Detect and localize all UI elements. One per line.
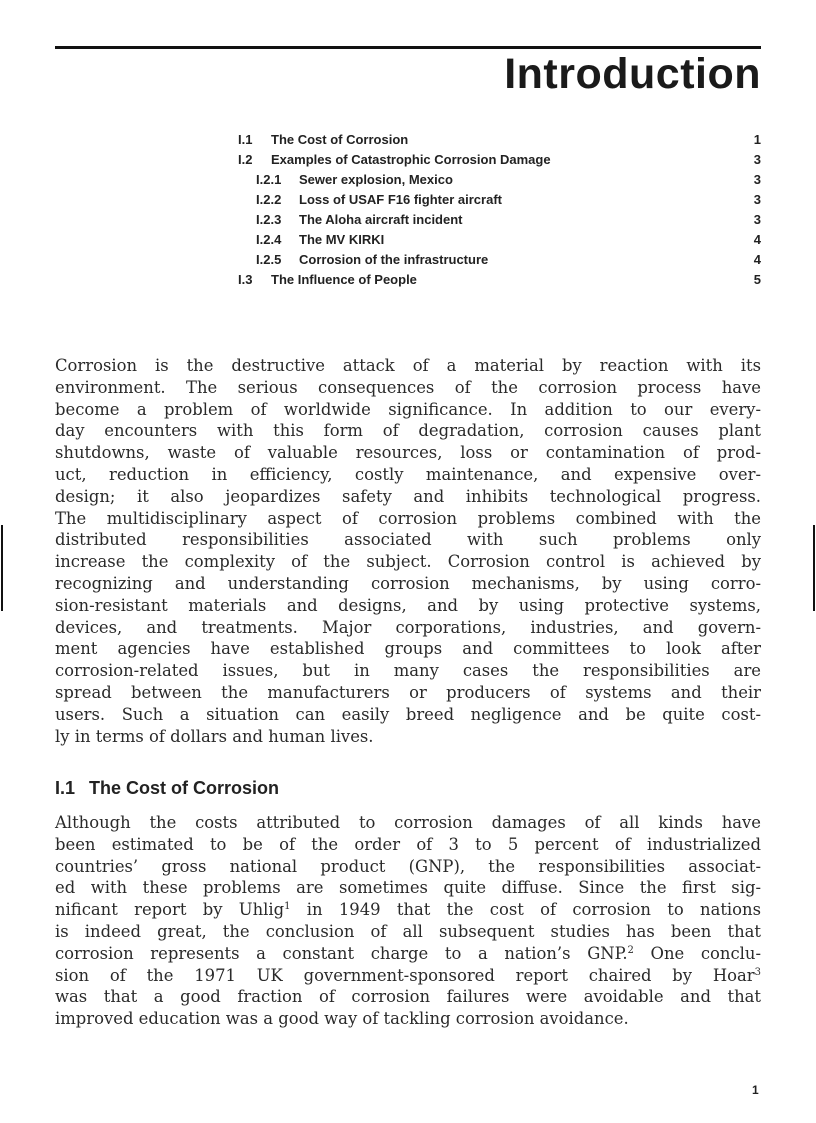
text-segment: is indeed great, the conclusion of all subsequent studies has been that	[55, 921, 761, 941]
toc-entry[interactable]	[238, 211, 761, 231]
toc-label: Corrosion of the infrastructure	[299, 252, 489, 267]
text-line	[55, 877, 761, 899]
text-segment: been estimated to be of the order of 3 to 5 percent of industrialized	[55, 834, 761, 854]
toc-number: I.2.1	[256, 172, 282, 187]
section-number: I.1	[55, 778, 76, 798]
toc-page: 4	[753, 252, 761, 267]
text-line	[55, 682, 761, 704]
text-line	[55, 638, 761, 660]
toc-label: The Cost of Corrosion	[271, 132, 409, 147]
text-segment: day encounters with this form of degradation, corrosion causes plant	[55, 421, 761, 441]
toc-label: Loss of USAF F16 fighter aircraft	[299, 192, 502, 207]
text-line	[55, 529, 761, 551]
text-segment: The multidisciplinary aspect of corrosion problems combined with the	[55, 508, 761, 528]
text-segment: shutdowns, waste of valuable resources, loss or contamination of prod-	[55, 443, 761, 463]
toc-page: 3	[753, 192, 761, 207]
toc-page: 5	[753, 272, 761, 287]
toc-number: I.3	[238, 272, 253, 287]
toc-number: I.2.4	[256, 232, 282, 247]
text-line	[55, 551, 761, 573]
text-segment: devices, and treatments. Major corporations, industries, and govern-	[55, 617, 761, 637]
text-segment: sion-resistant materials and designs, and by using protective systems,	[55, 595, 761, 615]
cost-paragraph	[55, 812, 761, 1030]
text-segment: users. Such a situation can easily breed negligence and be quite cost-	[55, 704, 761, 724]
text-segment: countries’ gross national product (GNP), the responsibilities associat-	[55, 856, 761, 876]
toc-number: I.2.5	[256, 252, 282, 267]
text-segment: nificant report by Uhlig	[55, 900, 285, 920]
text-segment: corrosion-related issues, but in many cases the responsibilities are	[55, 661, 761, 681]
chapter-contents	[238, 131, 761, 291]
text-segment: design; it also jeopardizes safety and inhibits technological progress.	[55, 486, 761, 506]
left-scan-edge	[1, 525, 3, 611]
text-segment: increase the complexity of the subject. Corrosion control is achieved by	[55, 552, 761, 572]
text-line	[55, 508, 761, 530]
text-line	[55, 486, 761, 508]
toc-label: The MV KIRKI	[299, 232, 385, 247]
toc-entry[interactable]	[238, 131, 761, 151]
toc-label: The Influence of People	[271, 272, 417, 287]
text-segment: ly in terms of dollars and human lives.	[55, 726, 374, 746]
chapter-title: Introduction	[504, 50, 761, 98]
text-line	[55, 899, 761, 921]
text-segment: ed with these problems are sometimes quite diffuse. Since the first sig-	[55, 878, 761, 898]
toc-label: Examples of Catastrophic Corrosion Damage	[271, 152, 551, 167]
text-line	[55, 573, 761, 595]
text-line	[55, 856, 761, 878]
text-segment: in 1949 that the cost of corrosion to nations	[290, 900, 762, 920]
text-line	[55, 726, 761, 748]
toc-page: 3	[753, 172, 761, 187]
text-line	[55, 377, 761, 399]
right-scan-edge	[813, 525, 815, 611]
toc-entry[interactable]	[238, 231, 761, 251]
text-line	[55, 420, 761, 442]
toc-entry[interactable]	[238, 151, 761, 171]
toc-label: The Aloha aircraft incident	[299, 212, 463, 227]
toc-number: I.2.2	[256, 192, 282, 207]
intro-paragraph	[55, 355, 761, 747]
text-line	[55, 355, 761, 377]
text-line	[55, 464, 761, 486]
footnote-marker[interactable]: 2	[627, 944, 634, 956]
toc-number: I.2	[238, 152, 253, 167]
toc-entry[interactable]	[238, 171, 761, 191]
text-line	[55, 660, 761, 682]
text-line	[55, 595, 761, 617]
text-segment: uct, reduction in efficiency, costly maintenance, and expensive over-	[55, 464, 761, 484]
text-line	[55, 812, 761, 834]
footnote-marker[interactable]: 3	[754, 966, 761, 978]
text-line	[55, 986, 761, 1008]
toc-entry[interactable]	[238, 251, 761, 271]
toc-page: 4	[753, 232, 761, 247]
text-line	[55, 834, 761, 856]
toc-number: I.1	[238, 132, 253, 147]
text-segment: was that a good fraction of corrosion failures were avoidable and that	[55, 987, 761, 1007]
text-segment: environment. The serious consequences of the corrosion process have	[55, 377, 761, 397]
toc-page: 3	[753, 152, 761, 167]
toc-page: 1	[753, 132, 761, 147]
toc-label: Sewer explosion, Mexico	[299, 172, 453, 187]
text-segment: Corrosion is the destructive attack of a material by reaction with its	[55, 356, 761, 375]
section-heading	[55, 778, 279, 799]
chapter-rule	[55, 46, 761, 49]
toc-entry[interactable]	[238, 271, 761, 291]
text-segment: sion of the 1971 UK government-sponsored report chaired by Hoar	[55, 965, 755, 985]
text-segment: distributed responsibilities associated with such problems only	[55, 530, 761, 550]
toc-page: 3	[753, 212, 761, 227]
text-segment: spread between the manufacturers or producers of systems and their	[55, 682, 761, 702]
text-segment: become a problem of worldwide significance. In addition to our every-	[55, 399, 761, 419]
toc-entry[interactable]	[238, 191, 761, 211]
text-line	[55, 965, 761, 987]
text-segment: improved education was a good way of tackling corrosion avoidance.	[55, 1009, 629, 1029]
text-segment: Although the costs attributed to corrosion damages of all kinds have	[55, 813, 761, 832]
text-line	[55, 704, 761, 726]
footnote-marker[interactable]: 1	[284, 901, 291, 913]
text-segment: recognizing and understanding corrosion mechanisms, by using corro-	[55, 573, 761, 593]
text-line	[55, 442, 761, 464]
toc-number: I.2.3	[256, 212, 282, 227]
section-title: The Cost of Corrosion	[89, 778, 280, 798]
text-line	[55, 399, 761, 421]
text-segment: ment agencies have established groups and committees to look after	[55, 639, 761, 659]
text-segment: One conclu-	[633, 943, 761, 963]
text-segment: corrosion represents a constant charge to a nation’s GNP.	[55, 943, 628, 963]
text-line	[55, 921, 761, 943]
text-line	[55, 617, 761, 639]
page-number: 1	[752, 1083, 759, 1097]
text-line	[55, 1008, 761, 1030]
text-line	[55, 943, 761, 965]
